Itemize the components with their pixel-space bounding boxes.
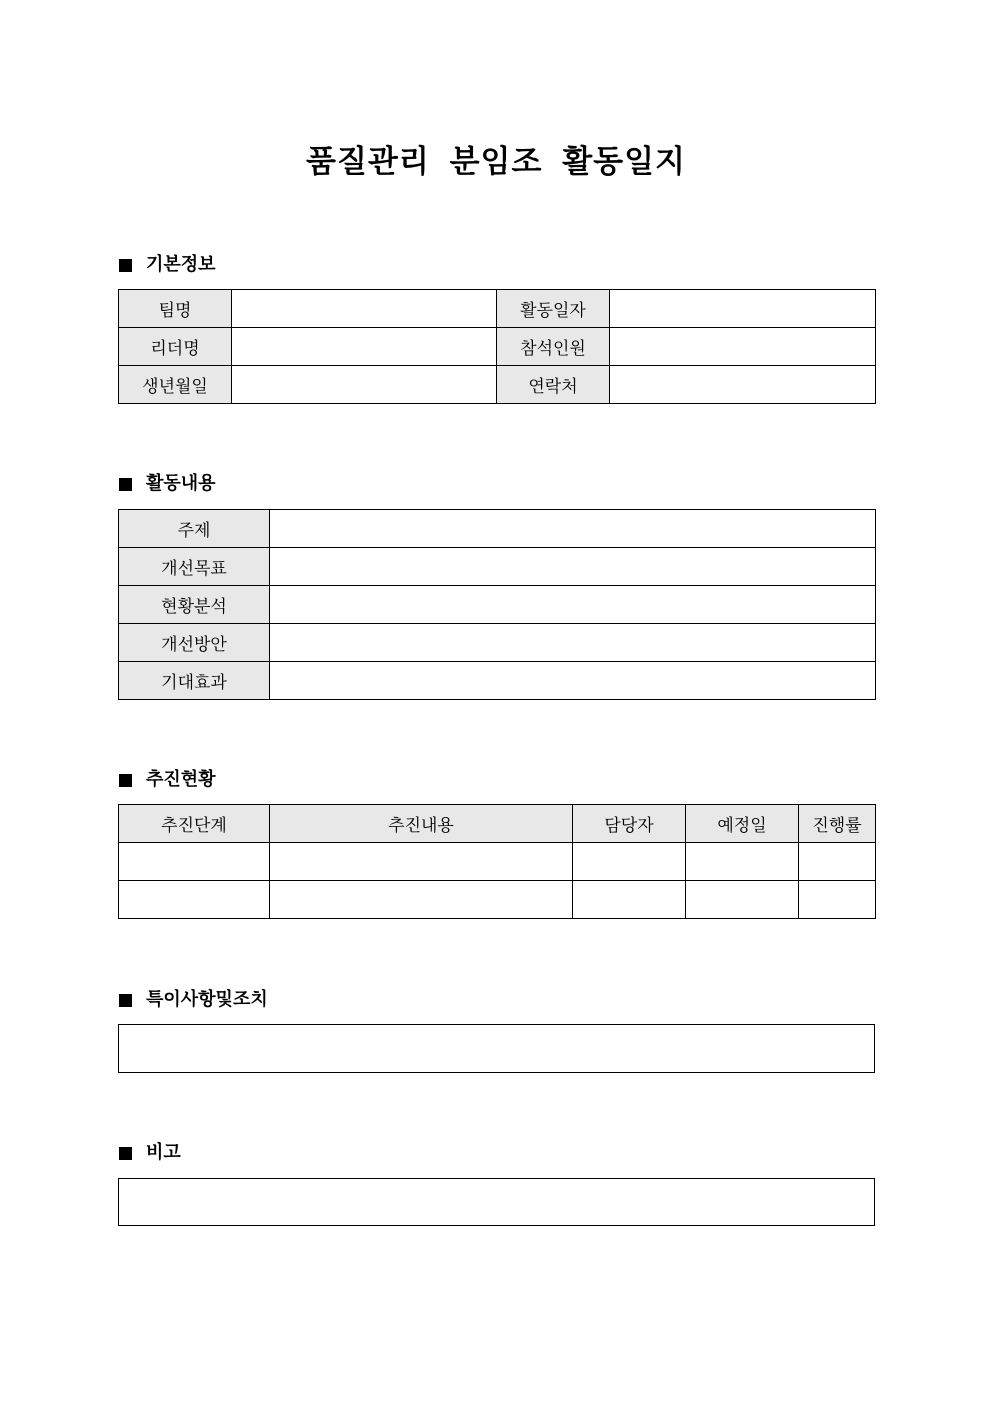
table-row bbox=[119, 843, 876, 881]
basic-info-table bbox=[118, 289, 876, 404]
field-birth-date[interactable] bbox=[232, 366, 497, 404]
table-row bbox=[119, 586, 876, 624]
table-row bbox=[119, 624, 876, 662]
section-heading-special-notes bbox=[119, 988, 268, 1012]
section-heading-label: 기본정보 bbox=[146, 254, 216, 275]
label-attendees: 참석인원 bbox=[497, 328, 610, 366]
section-heading-basic-info bbox=[119, 253, 216, 277]
label-leader-name: 리더명 bbox=[119, 328, 232, 366]
square-bullet-icon bbox=[119, 478, 132, 491]
cell-owner[interactable] bbox=[573, 843, 686, 881]
label-team-name: 팀명 bbox=[119, 290, 232, 328]
square-bullet-icon bbox=[119, 259, 132, 272]
page-title: 품질관리 분임조 활동일지 bbox=[306, 144, 686, 180]
special-notes-box[interactable] bbox=[118, 1024, 875, 1073]
section-heading-label: 특이사항및조치 bbox=[146, 989, 268, 1010]
table-row bbox=[119, 366, 876, 404]
activity-table bbox=[118, 509, 876, 700]
table-row bbox=[119, 290, 876, 328]
field-status-analysis[interactable] bbox=[270, 586, 876, 624]
label-contact: 연락처 bbox=[497, 366, 610, 404]
cell-progress-rate[interactable] bbox=[799, 881, 876, 919]
field-contact[interactable] bbox=[610, 366, 876, 404]
field-improvement-goal[interactable] bbox=[270, 548, 876, 586]
table-row bbox=[119, 881, 876, 919]
label-birth-date: 생년월일 bbox=[119, 366, 232, 404]
progress-table bbox=[118, 804, 876, 919]
square-bullet-icon bbox=[119, 994, 132, 1007]
section-heading-label: 활동내용 bbox=[146, 473, 216, 494]
column-header-owner: 담당자 bbox=[573, 805, 686, 843]
field-improvement-plan[interactable] bbox=[270, 624, 876, 662]
remarks-box[interactable] bbox=[118, 1178, 875, 1226]
label-status-analysis: 현황분석 bbox=[119, 586, 270, 624]
table-row bbox=[119, 548, 876, 586]
cell-stage[interactable] bbox=[119, 881, 270, 919]
cell-owner[interactable] bbox=[573, 881, 686, 919]
field-attendees[interactable] bbox=[610, 328, 876, 366]
cell-stage[interactable] bbox=[119, 843, 270, 881]
section-heading-progress bbox=[119, 768, 216, 792]
column-header-progress-rate: 진행률 bbox=[799, 805, 876, 843]
column-header-stage: 추진단계 bbox=[119, 805, 270, 843]
cell-content[interactable] bbox=[270, 881, 573, 919]
column-header-due-date: 예정일 bbox=[686, 805, 799, 843]
field-topic[interactable] bbox=[270, 510, 876, 548]
label-improvement-goal: 개선목표 bbox=[119, 548, 270, 586]
table-header-row bbox=[119, 805, 876, 843]
cell-due-date[interactable] bbox=[686, 881, 799, 919]
field-leader-name[interactable] bbox=[232, 328, 497, 366]
field-activity-date[interactable] bbox=[610, 290, 876, 328]
label-activity-date: 활동일자 bbox=[497, 290, 610, 328]
field-team-name[interactable] bbox=[232, 290, 497, 328]
cell-progress-rate[interactable] bbox=[799, 843, 876, 881]
cell-due-date[interactable] bbox=[686, 843, 799, 881]
table-row bbox=[119, 662, 876, 700]
section-heading-label: 비고 bbox=[146, 1142, 181, 1163]
table-row bbox=[119, 328, 876, 366]
section-heading-label: 추진현황 bbox=[146, 769, 216, 790]
section-heading-remarks bbox=[119, 1141, 181, 1165]
label-expected-effect: 기대효과 bbox=[119, 662, 270, 700]
field-expected-effect[interactable] bbox=[270, 662, 876, 700]
square-bullet-icon bbox=[119, 1147, 132, 1160]
cell-content[interactable] bbox=[270, 843, 573, 881]
table-row bbox=[119, 510, 876, 548]
label-improvement-plan: 개선방안 bbox=[119, 624, 270, 662]
section-heading-activity bbox=[119, 472, 216, 496]
column-header-content: 추진내용 bbox=[270, 805, 573, 843]
label-topic: 주제 bbox=[119, 510, 270, 548]
square-bullet-icon bbox=[119, 774, 132, 787]
